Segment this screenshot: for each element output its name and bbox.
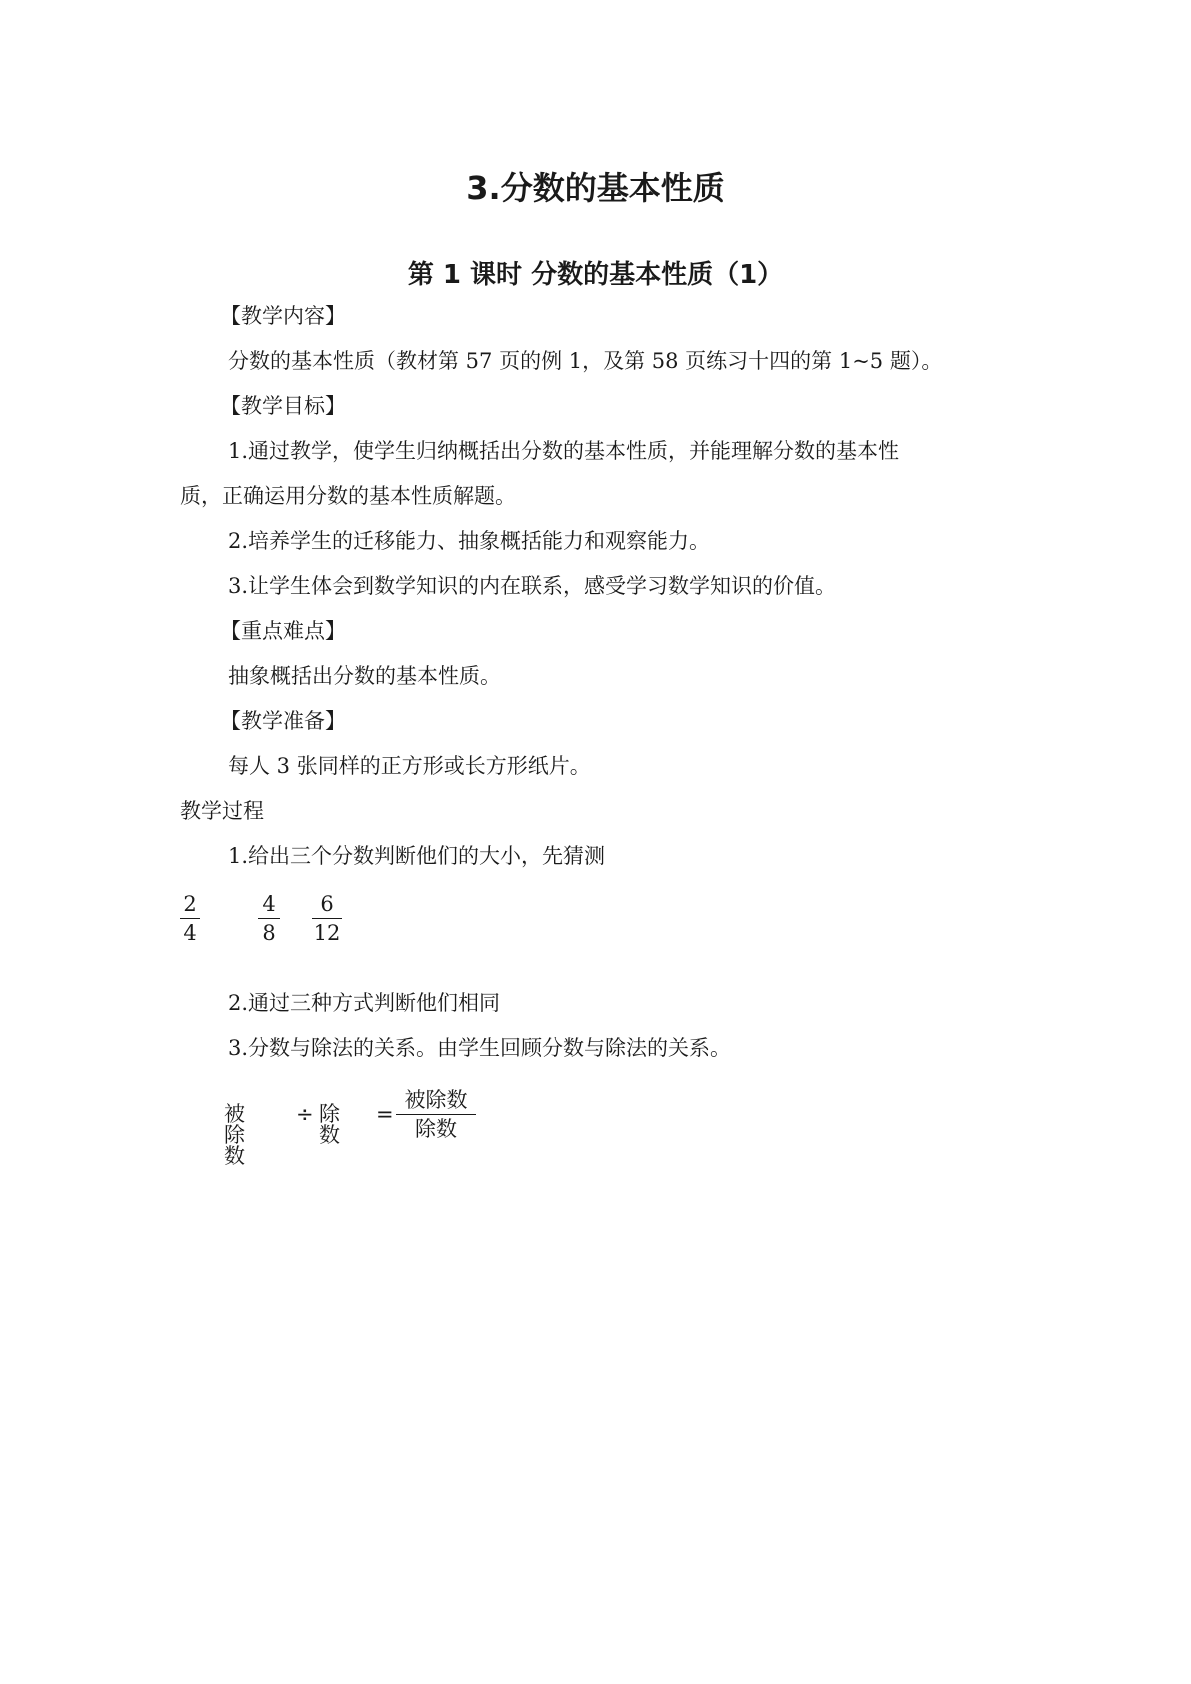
formula-fraction xyxy=(396,1090,476,1140)
step-1: 1.给出三个分数判断他们的大小，先猜测 xyxy=(228,844,606,868)
formula-divide-sign: ÷ xyxy=(296,1102,314,1126)
key-text: 抽象概括出分数的基本性质。 xyxy=(228,664,501,688)
goals-heading: 【教学目标】 xyxy=(220,394,346,418)
goal-1-line-2: 质，正确运用分数的基本性质解题。 xyxy=(180,484,516,508)
key-heading: 【重点难点】 xyxy=(220,619,346,643)
fraction-bar xyxy=(312,918,342,919)
formula-divisor: 除数 xyxy=(319,1102,340,1147)
fraction-4-8 xyxy=(258,894,280,944)
step-2: 2.通过三种方式判断他们相同 xyxy=(228,991,501,1015)
fraction-numerator: 4 xyxy=(262,892,276,916)
fraction-denominator: 4 xyxy=(183,921,197,945)
formula-equals: = xyxy=(376,1102,394,1126)
goal-2: 2.培养学生的迁移能力、抽象概括能力和观察能力。 xyxy=(228,529,711,553)
content-text: 分数的基本性质（教材第 57 页的例 1，及第 58 页练习十四的第 1~5 题）。 xyxy=(228,349,943,373)
formula-dividend: 被除数 xyxy=(224,1102,245,1168)
content-heading: 【教学内容】 xyxy=(220,304,346,328)
prep-heading: 【教学准备】 xyxy=(220,709,346,733)
fraction-numerator: 2 xyxy=(183,892,197,916)
formula-numerator: 被除数 xyxy=(404,1088,468,1112)
fraction-2-4 xyxy=(180,894,200,944)
formula-denominator: 除数 xyxy=(415,1117,457,1141)
fraction-numerator: 6 xyxy=(320,892,334,916)
fraction-denominator: 8 xyxy=(262,921,276,945)
formula-fraction-bar xyxy=(396,1114,476,1115)
fraction-bar xyxy=(258,918,280,919)
fraction-6-12 xyxy=(312,894,342,944)
prep-text: 每人 3 张同样的正方形或长方形纸片。 xyxy=(228,754,591,778)
fraction-denominator: 12 xyxy=(313,921,341,945)
lesson-subtitle: 第 1 课时 分数的基本性质（1） xyxy=(407,260,784,290)
fraction-bar xyxy=(180,918,200,919)
process-heading: 教学过程 xyxy=(180,799,264,823)
step-3: 3.分数与除法的关系。由学生回顾分数与除法的关系。 xyxy=(228,1036,732,1060)
goal-1-line-1: 1.通过教学，使学生归纳概括出分数的基本性质，并能理解分数的基本性 xyxy=(228,439,900,463)
page-title: 3.分数的基本性质 xyxy=(466,169,725,207)
goal-3: 3.让学生体会到数学知识的内在联系，感受学习数学知识的价值。 xyxy=(228,574,837,598)
